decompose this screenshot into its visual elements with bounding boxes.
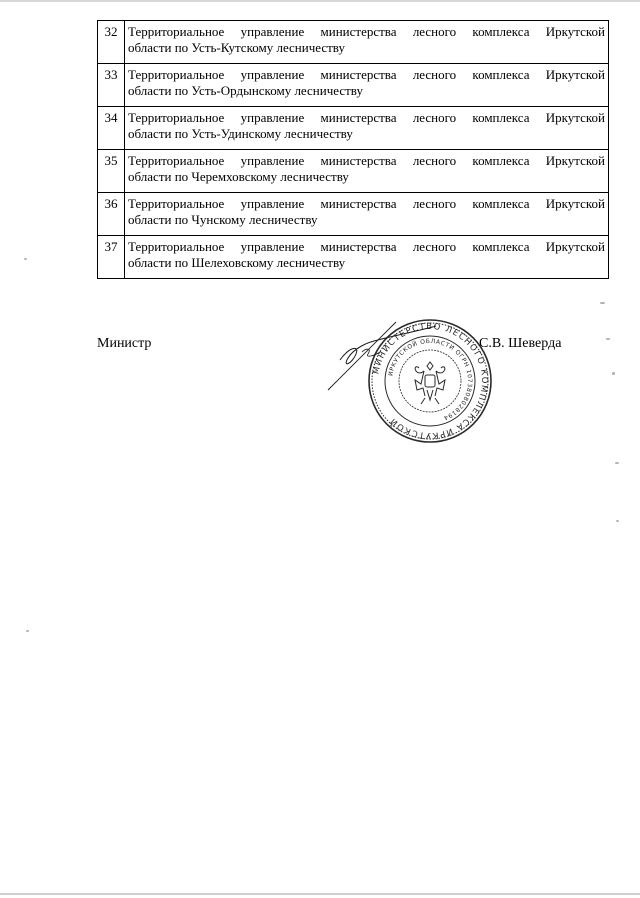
row-text-line-2: области по Усть-Кутскому лесничеству — [128, 40, 345, 55]
signatory-name: С.В. Шеверда — [479, 336, 562, 351]
row-text — [125, 107, 609, 150]
scan-bottom-edge — [0, 893, 640, 895]
row-text — [125, 64, 609, 107]
row-text-line-1: Территориальное управление министерства лесного комплекса Иркутской — [128, 153, 605, 168]
row-text — [125, 236, 609, 279]
table-row — [98, 193, 609, 236]
scan-speck — [616, 520, 619, 522]
row-text-line-2: области по Чунскому лесничеству — [128, 212, 318, 227]
row-number: 34 — [98, 107, 125, 150]
row-text-line-1: Территориальное управление министерства лесного комплекса Иркутской — [128, 110, 605, 125]
row-text-line-2: области по Усть-Ордынскому лесничеству — [128, 83, 363, 98]
row-text — [125, 21, 609, 64]
row-text-line-2: области по Шелеховскому лесничеству — [128, 255, 346, 270]
forestry-offices-table — [97, 20, 609, 279]
seal-outer-lettering: МИНИСТЕРСТВО ЛЕСНОГО КОМПЛЕКСА ИРКУТСКОЙ — [371, 321, 490, 441]
table-row — [98, 150, 609, 193]
signatory-title: Министр — [97, 336, 152, 351]
row-text-line-1: Территориальное управление министерства лесного комплекса Иркутской — [128, 196, 605, 211]
row-number: 33 — [98, 64, 125, 107]
table-row — [98, 236, 609, 279]
scan-top-edge — [0, 0, 640, 2]
row-number: 32 — [98, 21, 125, 64]
scan-speck — [606, 338, 610, 340]
row-number: 37 — [98, 236, 125, 279]
row-text-line-1: Территориальное управление министерства лесного комплекса Иркутской — [128, 24, 605, 39]
handwritten-signature — [318, 318, 488, 398]
row-text-line-2: области по Усть-Удинскому лесничеству — [128, 126, 353, 141]
table-row — [98, 21, 609, 64]
row-text-line-1: Территориальное управление министерства лесного комплекса Иркутской — [128, 239, 605, 254]
table-row — [98, 107, 609, 150]
scan-speck — [600, 302, 605, 304]
row-text-line-2: области по Черемховскому лесничеству — [128, 169, 349, 184]
scan-speck — [612, 372, 615, 375]
row-text-line-1: Территориальное управление министерства лесного комплекса Иркутской — [128, 67, 605, 82]
row-text — [125, 150, 609, 193]
scan-speck — [615, 462, 619, 464]
seal-inner-lettering: ИРКУТСКОЙ ОБЛАСТИ ОГРН 1073808028194 — [387, 337, 474, 422]
row-number: 35 — [98, 150, 125, 193]
row-text — [125, 193, 609, 236]
scan-speck — [24, 258, 27, 260]
row-number: 36 — [98, 193, 125, 236]
scan-speck — [26, 630, 29, 632]
table-row — [98, 64, 609, 107]
